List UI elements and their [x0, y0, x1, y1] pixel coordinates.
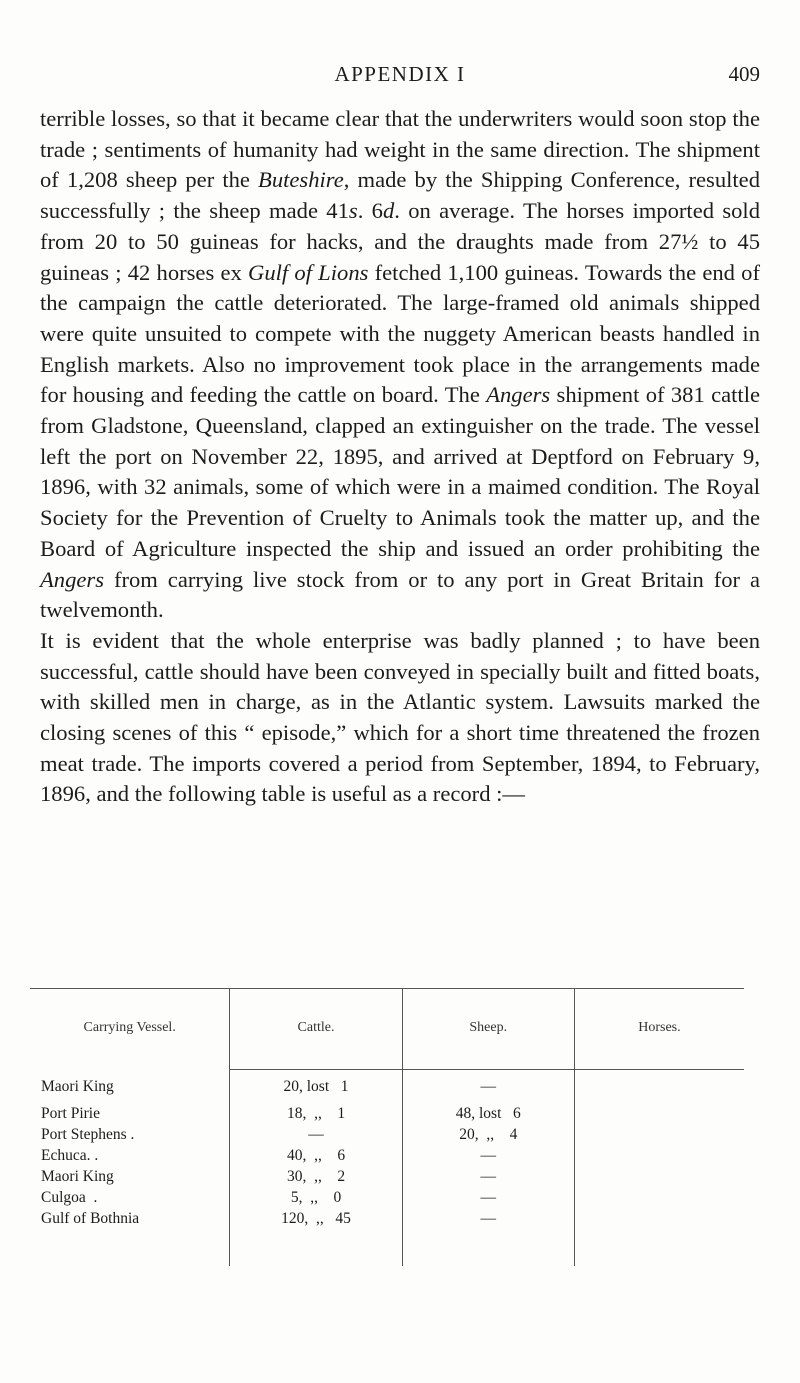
sheep-cell: —	[402, 1188, 574, 1209]
cattle-cell: 5, ,, 0	[230, 1188, 402, 1209]
vessel-cell: Maori King	[41, 1168, 114, 1185]
page-header	[40, 62, 760, 92]
horses-cell	[574, 1209, 744, 1230]
italic-text: d	[382, 198, 395, 224]
spacer-cell	[30, 1230, 230, 1266]
horses-cell	[574, 1167, 744, 1188]
text-run: fetched 1,100 guineas. Towards the end of the campaign the cattle deteriorated. The large-framed old animals shipped were quite unsuited to compete with the nuggety American beasts handled in English markets. Also no improvement took place in the arrangements made for housing and feeding the cattle on board. The	[40, 259, 761, 408]
italic-text: Angers	[486, 382, 551, 408]
vessel-cell: Gulf of Bothnia	[41, 1210, 140, 1227]
italic-text: Angers	[40, 566, 105, 592]
text-run: terrible losses, so that it became clear that the underwriters would soon stop the trade ; sentiments of humanity had weight in the same direction. The shipment of 1,208 sheep per the	[40, 106, 760, 193]
table-row	[30, 1188, 744, 1209]
spacer-cell	[230, 1230, 402, 1266]
vessel-cell: Culgoa .	[41, 1189, 98, 1206]
sheep-cell: 48, lost 6	[402, 1104, 574, 1125]
paragraph	[40, 104, 760, 626]
spacer-cell	[574, 1230, 744, 1266]
cattle-cell: —	[230, 1125, 402, 1146]
sheep-cell: —	[402, 1070, 574, 1104]
text-run: . 6	[357, 198, 383, 224]
vessel-cell: Port Stephens .	[41, 1126, 135, 1143]
table-row	[30, 1167, 744, 1188]
table-row	[30, 1125, 744, 1146]
sheep-cell: —	[402, 1167, 574, 1188]
horses-cell	[574, 1125, 744, 1146]
text-run: . on average. The horses imported sold from 20 to 50 guineas for hacks, and the draughts made from 27½ to 45 guineas ; 42 horses ex	[40, 198, 761, 285]
table-row	[30, 1104, 744, 1125]
sheep-cell: —	[402, 1209, 574, 1230]
body-text	[40, 104, 760, 810]
cattle-cell: 30, ,, 2	[230, 1167, 402, 1188]
page-number: 409	[728, 62, 760, 86]
italic-text: Buteshire	[258, 167, 344, 193]
text-run: shipment of 381 cattle from Gladstone, Queensland, clapped an extinguisher on the trade. The vessel left the port on November 22, 1895, and arrived at Deptford on February 9, 1896, with 32 animals, some of which were in a maimed condition. The Royal Society for the Prevention of Cruelty to Animals took the matter up, and the Board of Agriculture inspected the ship and issued an order prohibiting the	[40, 382, 761, 561]
text-run: , made by the Shipping Conference, resulted successfully ; the sheep made 41	[40, 167, 760, 224]
italic-text: Gulf of Lions	[248, 259, 369, 285]
column-header-cattle: Cattle.	[230, 989, 402, 1068]
spacer-cell	[402, 1230, 574, 1266]
paragraph	[40, 626, 760, 810]
vessel-cell: Maori King	[41, 1077, 114, 1095]
text-run: It is evident that the whole enterprise was badly planned ; to have been successful, cattle should have been conveyed in specially built and fitted boats, with skilled men in charge, as in the Atlantic system. Lawsuits marked the closing scenes of this “ episode,” which for a short time threatened the frozen meat trade. The imports covered a period from September, 1894, to February, 1896, and the following table is useful as a record :—	[40, 627, 760, 807]
table-row	[30, 1070, 744, 1104]
sheep-cell: —	[402, 1146, 574, 1167]
text-run: from carrying live stock from or to any port in Great Britain for a twelvemonth.	[40, 566, 760, 623]
column-header-sheep: Sheep.	[402, 989, 574, 1068]
table-spacer-row	[30, 1230, 744, 1266]
horses-cell	[574, 1146, 744, 1167]
cattle-cell: 120, ,, 45	[230, 1209, 402, 1230]
column-header-vessel: Carrying Vessel.	[30, 989, 230, 1068]
horses-cell	[574, 1104, 744, 1125]
cattle-cell: 40, ,, 6	[230, 1146, 402, 1167]
horses-cell	[574, 1188, 744, 1209]
table-row	[30, 1209, 744, 1230]
cattle-cell: 18, ,, 1	[230, 1104, 402, 1125]
horses-cell	[574, 1070, 744, 1104]
imports-table-container	[30, 988, 770, 1368]
vessel-cell: Echuca. .	[41, 1147, 99, 1164]
italic-text: s	[348, 198, 358, 224]
table-row	[30, 1146, 744, 1167]
cattle-cell: 20, lost 1	[230, 1070, 402, 1104]
vessel-cell: Port Pirie	[41, 1105, 100, 1122]
column-header-horses: Horses.	[574, 989, 744, 1068]
imports-table	[30, 988, 744, 1266]
running-head: APPENDIX I	[334, 62, 466, 86]
sheep-cell: 20, ,, 4	[402, 1125, 574, 1146]
